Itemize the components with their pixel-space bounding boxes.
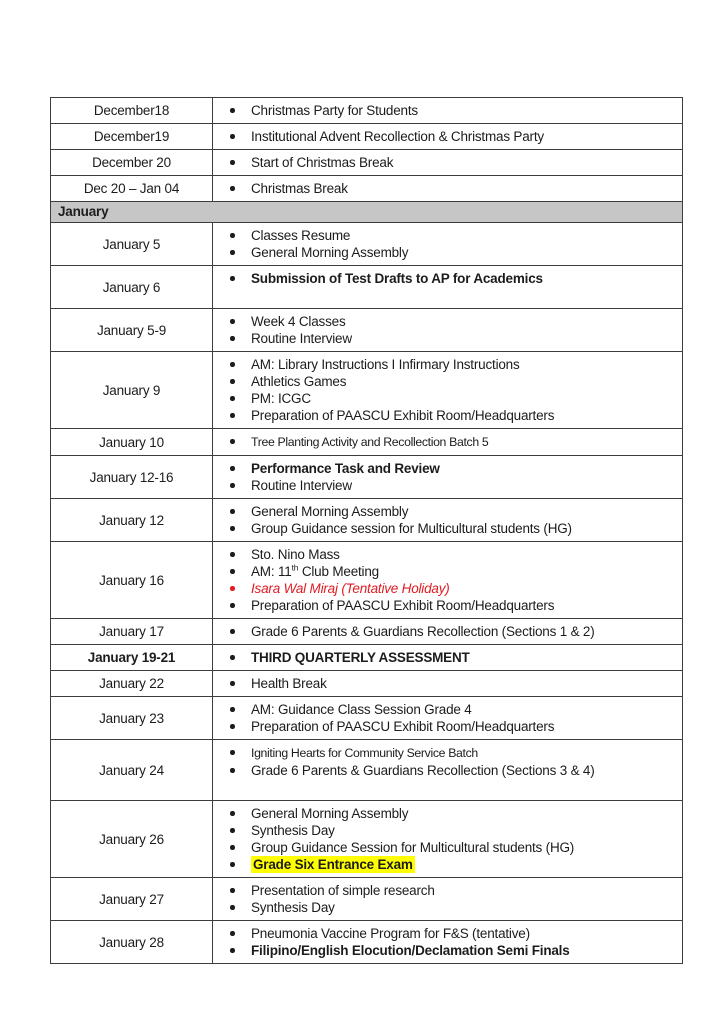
event-text: Synthesis Day — [251, 900, 335, 915]
event-text: General Morning Assembly — [251, 806, 409, 821]
event-item — [213, 623, 678, 640]
events-cell — [213, 542, 683, 619]
event-item — [213, 477, 678, 494]
bullet-icon — [230, 319, 235, 324]
bullet-icon — [230, 552, 235, 557]
bullet-icon — [230, 655, 235, 660]
event-item — [213, 649, 678, 666]
bullet-icon — [230, 509, 235, 514]
event-list — [213, 701, 678, 735]
event-list — [213, 128, 678, 145]
date-cell: January 19-21 — [51, 645, 213, 671]
events-cell — [213, 266, 683, 309]
bullet-icon — [230, 845, 235, 850]
events-cell — [213, 645, 683, 671]
event-text: Igniting Hearts for Community Service Batch — [251, 746, 478, 760]
event-text: Christmas Party for Students — [251, 103, 418, 118]
event-list — [213, 356, 678, 424]
bullet-icon — [230, 948, 235, 953]
bullet-icon — [230, 569, 235, 574]
bullet-icon — [230, 276, 235, 281]
bullet-icon — [230, 768, 235, 773]
event-text: Christmas Break — [251, 181, 348, 196]
events-cell — [213, 150, 683, 176]
event-text: Presentation of simple research — [251, 883, 435, 898]
events-cell — [213, 878, 683, 921]
event-list — [213, 433, 678, 451]
table-row — [51, 740, 683, 801]
bullet-icon — [230, 750, 235, 755]
calendar-table-body — [51, 98, 683, 964]
event-text: THIRD QUARTERLY ASSESSMENT — [251, 650, 470, 665]
bullet-icon — [230, 233, 235, 238]
table-row — [51, 124, 683, 150]
events-cell — [213, 671, 683, 697]
table-row — [51, 352, 683, 429]
event-list — [213, 460, 678, 494]
event-text: AM: 11 — [251, 564, 292, 579]
event-item — [213, 942, 678, 959]
date-cell: January 16 — [51, 542, 213, 619]
bullet-icon — [230, 862, 235, 867]
bullet-icon — [230, 586, 235, 591]
date-cell: January 28 — [51, 921, 213, 964]
event-item — [213, 762, 678, 779]
bullet-icon — [230, 681, 235, 686]
date-cell: January 26 — [51, 801, 213, 878]
bullet-icon — [230, 134, 235, 139]
table-row — [51, 223, 683, 266]
event-text: Routine Interview — [251, 478, 352, 493]
event-list — [213, 180, 678, 197]
highlighted-event-text: Grade Six Entrance Exam — [253, 857, 413, 872]
event-text: th — [291, 562, 299, 573]
table-row — [51, 878, 683, 921]
events-cell — [213, 619, 683, 645]
event-item — [213, 839, 678, 856]
event-list — [213, 270, 678, 304]
event-text: General Morning Assembly — [251, 245, 409, 260]
date-cell: December 20 — [51, 150, 213, 176]
event-text: Group Guidance Session for Multicultural students (HG) — [251, 840, 575, 855]
date-cell: December18 — [51, 98, 213, 124]
event-text: General Morning Assembly — [251, 504, 409, 519]
event-text: PM: ICGC — [251, 391, 311, 406]
event-item — [213, 925, 678, 942]
event-text: Institutional Advent Recollection & Christmas Party — [251, 129, 544, 144]
event-item — [213, 546, 678, 563]
event-text: Preparation of PAASCU Exhibit Room/Headquarters — [251, 719, 555, 734]
event-item — [213, 244, 678, 261]
table-row — [51, 645, 683, 671]
bullet-icon — [230, 336, 235, 341]
event-blank-line — [213, 779, 678, 796]
event-list — [213, 675, 678, 692]
event-list — [213, 649, 678, 666]
event-text: Preparation of PAASCU Exhibit Room/Headquarters — [251, 408, 555, 423]
event-item — [213, 899, 678, 916]
event-item — [213, 856, 678, 873]
events-cell — [213, 429, 683, 456]
event-text: Start of Christmas Break — [251, 155, 394, 170]
event-list — [213, 227, 678, 261]
events-cell — [213, 223, 683, 266]
bullet-icon — [230, 905, 235, 910]
event-item — [213, 805, 678, 822]
event-list — [213, 925, 678, 959]
event-item — [213, 563, 678, 580]
bullet-icon — [230, 160, 235, 165]
calendar-table — [50, 97, 683, 964]
events-cell — [213, 801, 683, 878]
event-item — [213, 882, 678, 899]
table-row — [51, 542, 683, 619]
event-item — [213, 356, 678, 373]
events-cell — [213, 740, 683, 801]
event-text: Submission of Test Drafts to AP for Academics — [251, 271, 543, 286]
events-cell — [213, 176, 683, 202]
table-row — [51, 266, 683, 309]
event-item — [213, 180, 678, 197]
table-row — [51, 429, 683, 456]
table-row — [51, 671, 683, 697]
event-text: Classes Resume — [251, 228, 351, 243]
bullet-icon — [230, 888, 235, 893]
date-cell: January 5 — [51, 223, 213, 266]
table-row — [51, 309, 683, 352]
event-item — [213, 154, 678, 171]
event-text: Sto. Nino Mass — [251, 547, 340, 562]
event-item — [213, 433, 678, 451]
event-item — [213, 520, 678, 537]
event-text: Group Guidance session for Multicultural students (HG) — [251, 521, 572, 536]
table-row — [51, 150, 683, 176]
events-cell — [213, 352, 683, 429]
bullet-icon — [230, 379, 235, 384]
event-item — [213, 597, 678, 614]
events-cell — [213, 697, 683, 740]
event-list — [213, 805, 678, 873]
event-list — [213, 744, 678, 796]
bullet-icon — [230, 811, 235, 816]
date-cell: January 12 — [51, 499, 213, 542]
events-cell — [213, 456, 683, 499]
event-list — [213, 623, 678, 640]
event-text: Grade 6 Parents & Guardians Recollection (Sections 3 & 4) — [251, 763, 595, 778]
bullet-icon — [230, 828, 235, 833]
event-list — [213, 503, 678, 537]
bullet-icon — [230, 526, 235, 531]
table-row — [51, 499, 683, 542]
event-item — [213, 390, 678, 407]
event-text: AM: Guidance Class Session Grade 4 — [251, 702, 472, 717]
bullet-icon — [230, 186, 235, 191]
event-item — [213, 580, 678, 597]
table-row — [51, 697, 683, 740]
bullet-icon — [230, 483, 235, 488]
events-cell — [213, 921, 683, 964]
event-text: AM: Library Instructions I Infirmary Instructions — [251, 357, 520, 372]
events-cell — [213, 499, 683, 542]
date-cell: January 17 — [51, 619, 213, 645]
event-blank-line — [213, 287, 678, 304]
event-item — [213, 227, 678, 244]
event-item — [213, 744, 678, 762]
event-item — [213, 503, 678, 520]
date-cell: January 9 — [51, 352, 213, 429]
table-row — [51, 176, 683, 202]
table-row — [51, 98, 683, 124]
event-text: Tree Planting Activity and Recollection Batch 5 — [251, 435, 489, 449]
date-cell: January 12-16 — [51, 456, 213, 499]
date-cell: January 24 — [51, 740, 213, 801]
bullet-icon — [230, 250, 235, 255]
event-item — [213, 102, 678, 119]
event-text: Performance Task and Review — [251, 461, 440, 476]
event-text: Athletics Games — [251, 374, 347, 389]
event-item — [213, 675, 678, 692]
event-list — [213, 102, 678, 119]
event-item — [213, 373, 678, 390]
bullet-icon — [230, 466, 235, 471]
date-cell: January 22 — [51, 671, 213, 697]
bullet-icon — [230, 707, 235, 712]
table-row — [51, 801, 683, 878]
bullet-icon — [230, 396, 235, 401]
event-item — [213, 701, 678, 718]
bullet-icon — [230, 724, 235, 729]
bullet-icon — [230, 629, 235, 634]
table-row — [51, 619, 683, 645]
events-cell — [213, 124, 683, 150]
event-item — [213, 128, 678, 145]
section-row — [51, 202, 683, 223]
date-cell: January 23 — [51, 697, 213, 740]
event-item — [213, 460, 678, 477]
event-list — [213, 882, 678, 916]
bullet-icon — [230, 413, 235, 418]
date-cell: Dec 20 – Jan 04 — [51, 176, 213, 202]
event-text: Isara Wal Miraj (Tentative Holiday) — [251, 581, 450, 596]
event-item — [213, 718, 678, 735]
bullet-icon — [230, 931, 235, 936]
table-row — [51, 921, 683, 964]
event-list — [213, 546, 678, 614]
event-item — [213, 270, 678, 287]
event-text: Club Meeting — [298, 564, 379, 579]
event-text: Pneumonia Vaccine Program for F&S (tentative) — [251, 926, 530, 941]
event-item — [213, 313, 678, 330]
event-list — [213, 154, 678, 171]
event-text: Week 4 Classes — [251, 314, 346, 329]
table-row — [51, 456, 683, 499]
date-cell: January 27 — [51, 878, 213, 921]
event-list — [213, 313, 678, 347]
event-text: Preparation of PAASCU Exhibit Room/Headquarters — [251, 598, 555, 613]
bullet-icon — [230, 108, 235, 113]
event-text: Filipino/English Elocution/Declamation Semi Finals — [251, 943, 570, 958]
event-item — [213, 407, 678, 424]
bullet-icon — [230, 362, 235, 367]
event-text: Synthesis Day — [251, 823, 335, 838]
event-text: Health Break — [251, 676, 327, 691]
date-cell: January 10 — [51, 429, 213, 456]
event-item — [213, 330, 678, 347]
event-text: Routine Interview — [251, 331, 352, 346]
bullet-icon — [230, 603, 235, 608]
month-section-label: January — [51, 202, 683, 223]
event-item — [213, 822, 678, 839]
date-cell: January 5-9 — [51, 309, 213, 352]
date-cell: December19 — [51, 124, 213, 150]
events-cell — [213, 309, 683, 352]
bullet-icon — [230, 439, 235, 444]
date-cell: January 6 — [51, 266, 213, 309]
event-text: Grade 6 Parents & Guardians Recollection (Sections 1 & 2) — [251, 624, 595, 639]
events-cell — [213, 98, 683, 124]
